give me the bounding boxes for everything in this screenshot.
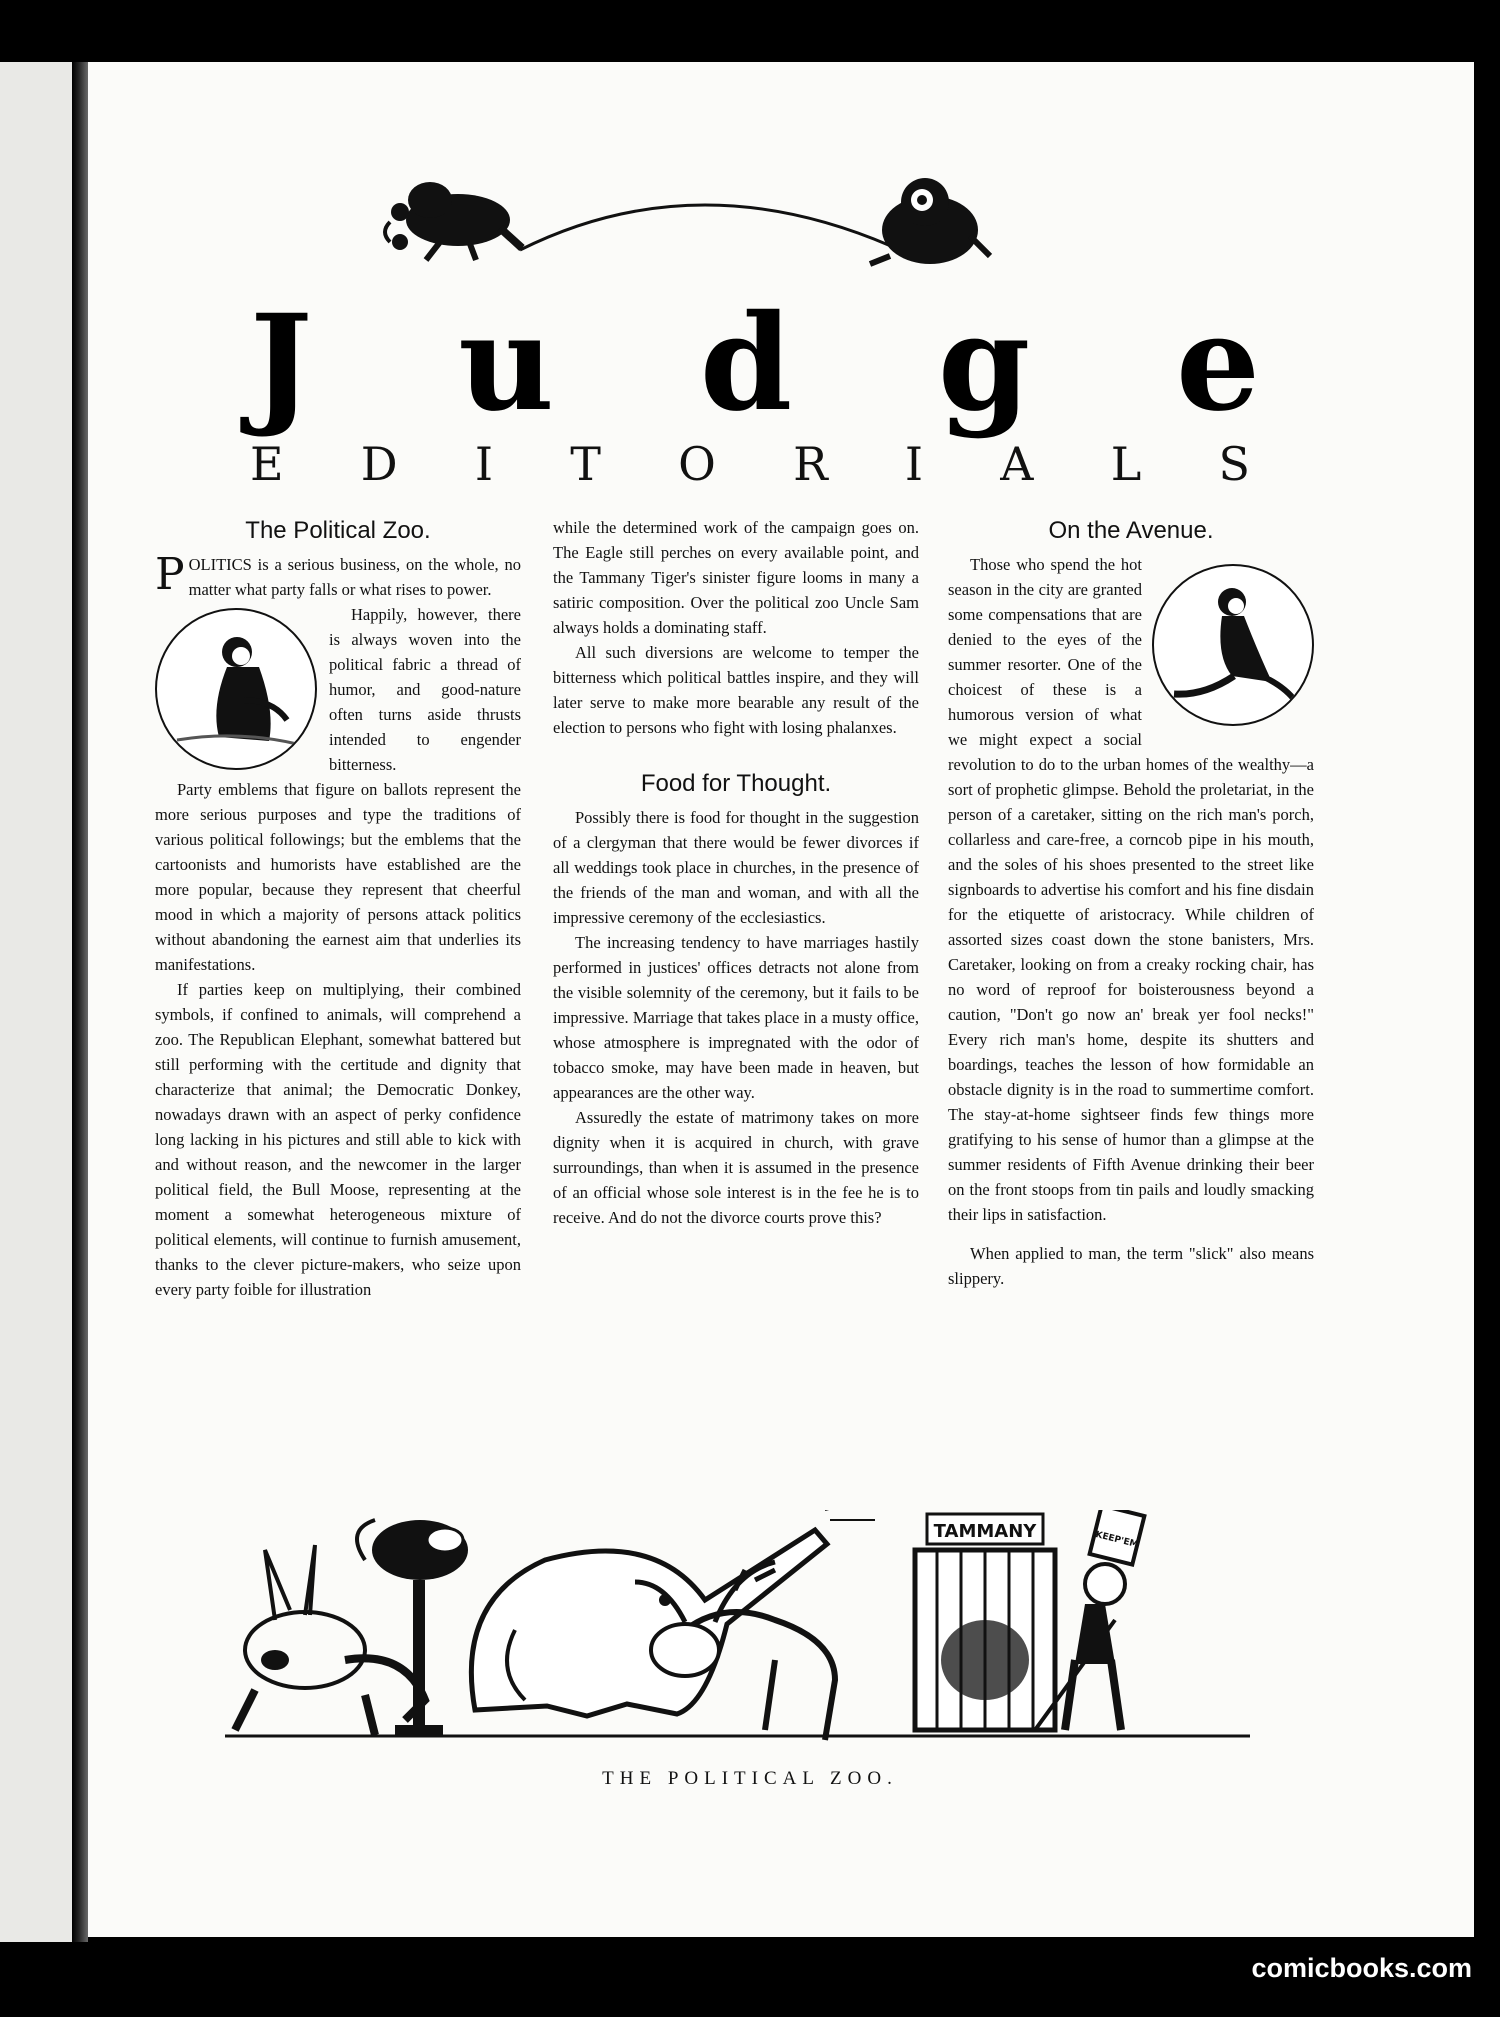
article-paragraph: while the determined work of the campaign goes on. The Eagle still perches on every available point, and the Tammany Tiger's sinister figure looms in many a satiric composition. Over the political zoo Uncle Sam always holds a dominating staff. (553, 518, 919, 637)
elephant-illustration (471, 1510, 875, 1716)
subtitle-letter: O (678, 437, 716, 491)
article-paragraph: When applied to man, the term "slick" also means slippery. (948, 1244, 1314, 1288)
article-paragraph: All such diversions are welcome to temper the bitterness which political battles inspire, and they will later serve to make more bearable any result of the election to persons who fight with losing phalanxes. (553, 643, 919, 737)
article-paragraph (155, 549, 521, 602)
article-heading: On the Avenue. (1048, 517, 1214, 544)
cartoon-caption: THE POLITICAL ZOO. (602, 1768, 898, 1789)
tammany-sign-text: TAMMANY (933, 1521, 1037, 1542)
creature-right-illustration (870, 178, 990, 264)
column-political-zoo (155, 515, 521, 1497)
article-heading: The Political Zoo. (245, 517, 431, 544)
subtitle-letter: D (360, 437, 398, 491)
site-watermark: comicbooks.com (1251, 1953, 1472, 1983)
subtitle-letter: I (904, 437, 924, 491)
drop-cap: P (155, 549, 185, 600)
masthead-title (250, 270, 1260, 441)
subtitle-letter: A (1000, 437, 1034, 491)
masthead-letter: d (699, 286, 793, 441)
subtitle-letter: I (474, 437, 494, 491)
masthead-ornament-illustration (370, 150, 1020, 280)
creature-left-illustration (385, 182, 522, 260)
masthead-letter: e (1175, 286, 1260, 441)
masthead-subtitle (250, 436, 1250, 492)
subtitle-letter: T (570, 437, 601, 491)
article-paragraph: The increasing tendency to have marriages hastily performed in justices' offices detracts not alone from the visible solemnity of the ceremony, but it fails to be impressive. Marriage that takes place in a musty office, whose atmosphere is impregnated with the odor of tobacco smoke, may have been made in heaven, but appearances are the other way. (553, 933, 919, 1102)
masthead-letter: J (250, 286, 313, 441)
article-paragraph: Those who spend the hot season in the city are granted some compensations that are denied to the eyes of the summer resorter. One of the choicest of these is a humorous version of what we might expect a social revolution to do to the urban homes of the wealthy—a sort of prophetic glimpse. Behold the proletariat, in the person of a caretaker, sitting on the rich man's porch, collarless and care-free, a corncob pipe in his mouth, and the soles of his shoes presented to the street like signboards to advertise his comfort and his fine disdain for the etiquette of aristocracy. While children of assorted sizes coast down the stone banisters, Mrs. Caretaker, looking on from a creaky rocking chair, has no word of reproof for boisterousness beyond a caution, "Don't go now an' break yer fool necks!" Every rich man's home, despite its shutters and boardings, teaches the lesson of how formidable an obstacle dignity is in the road to summertime comfort. The stay-at-home sightseer finds few things more gratifying to his sense of humor than a glimpse at the summer residents of Fifth Avenue drinking their beer on the front stoops from tin pails and loudly smacking their lips in satisfaction. (948, 555, 1314, 1224)
article-paragraph: Possibly there is food for thought in the suggestion of a clergyman that there would be fewer divorces if all weddings took place in churches, in the presence of the friends of the man and woman, and with all the impressive ceremony of the ecclesiastics. (553, 808, 919, 927)
article-paragraph: Happily, however, there is always woven into the political fabric a thread of humor, and good-nature often turns aside thrusts intended to engender bitterness. (329, 605, 521, 774)
article-paragraph: Assuredly the estate of matrimony takes on more dignity when it is acquired in church, with grave surroundings, than when it is assumed in the presence of an official whose sole interest is in the fee he is to receive. And do not the divorce courts prove this? (553, 1108, 919, 1227)
adjacent-page-edge (0, 62, 72, 1942)
subtitle-letter: L (1110, 437, 1142, 491)
subtitle-letter: R (793, 437, 828, 491)
political-zoo-cartoon (215, 1510, 1260, 1745)
paragraph-spacer (948, 1227, 1314, 1241)
hat-band-text: KEEP'EM (1094, 1529, 1140, 1551)
column-on-the-avenue (948, 515, 1314, 1497)
article-paragraph: Party emblems that figure on ballots represent the more serious purposes and type the traditions of various political followings; but the emblems that the cartoonists and humorists have established are the more popular, because they represent that cheerful mood in which a majority of persons attack politics without abandoning the earnest aim that underlies its manifestations. (155, 780, 521, 974)
column-food-for-thought (553, 515, 919, 1497)
book-gutter (72, 62, 88, 1942)
masthead-letter: g (937, 286, 1031, 441)
subtitle-letter: S (1218, 437, 1250, 491)
masthead-letter: u (458, 286, 555, 441)
rope-line (520, 205, 900, 250)
seated-woman-illustration (155, 608, 317, 770)
tammany-tiger-cage-illustration (915, 1514, 1055, 1730)
reclining-woman-illustration (1152, 564, 1314, 726)
paragraph-text: OLITICS is a serious business, on the whole, no matter what party falls or what rises to power. (188, 555, 521, 599)
subtitle-letter: E (250, 437, 284, 491)
article-heading: Food for Thought. (640, 770, 832, 797)
eagle-on-perch-illustration (357, 1520, 468, 1735)
article-paragraph: If parties keep on multiplying, their combined symbols, if confined to animals, will comprehend a zoo. The Republican Elephant, somewhat battered but still performing with the certitude and dignity that characterize that animal; the Democratic Donkey, nowadays drawn with an aspect of perky confidence long lacking in his pictures and still able to kick with and without reason, and the newcomer in the larger political field, the Bull Moose, representing at the moment a somewhat heterogeneous mixture of political elements, will continue to furnish amusement, thanks to the clever picture-makers, who seize upon every party foible for illustration (155, 980, 521, 1299)
